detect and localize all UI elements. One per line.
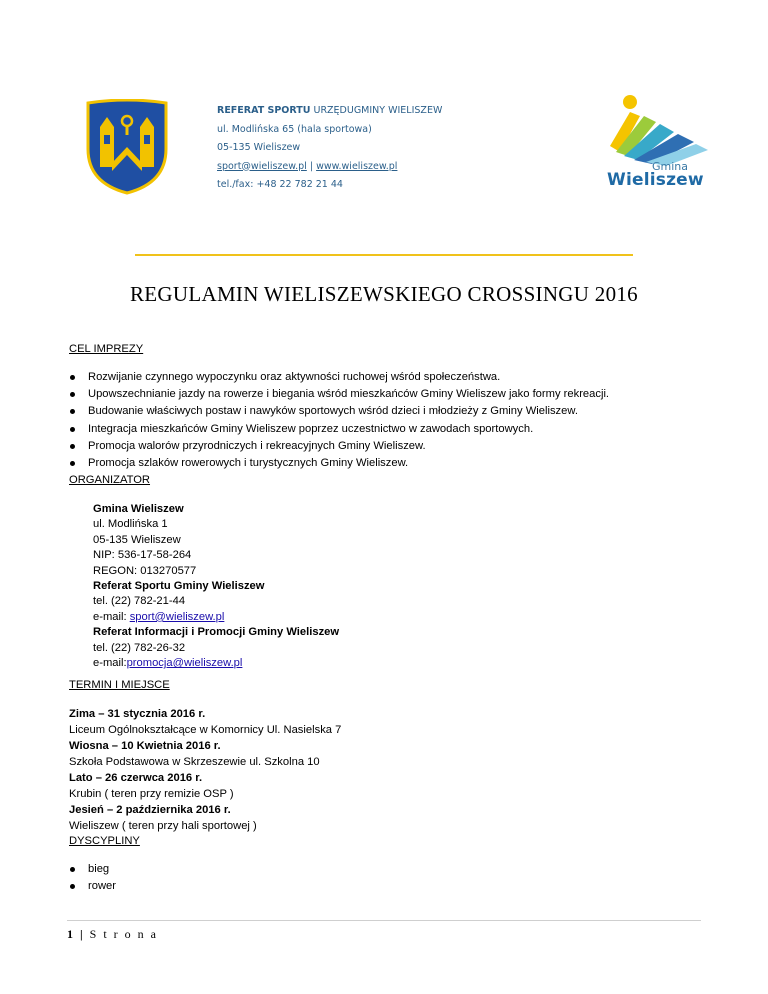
- bullet-icon: [70, 461, 75, 466]
- bullet-icon: [70, 427, 75, 432]
- section-heading-termin: TERMIN I MIEJSCE: [69, 679, 170, 691]
- section-heading-dyscypliny: DYSCYPLINY: [69, 835, 140, 847]
- schedule-place: Wieliszew ( teren przy hali sportowej ): [69, 820, 257, 832]
- section-heading-organizator: ORGANIZATOR: [69, 474, 151, 486]
- organizer-postal: 05-135 Wieliszew: [93, 533, 181, 546]
- schedule-block: [69, 706, 341, 834]
- municipal-crest-icon: [86, 99, 168, 195]
- sport-email-link[interactable]: sport@wieliszew.pl: [129, 610, 225, 623]
- organizer-regon: REGON: 013270577: [93, 564, 197, 577]
- header-website-link[interactable]: www.wieliszew.pl: [316, 160, 398, 172]
- list-item: Promocja szlaków rowerowych i turystycznych Gminy Wieliszew.: [69, 455, 609, 472]
- schedule-place: Liceum Ogólnokształcące w Komornicy Ul. Nasielska 7: [69, 724, 342, 736]
- sport-department-phone: tel. (22) 782-21-44: [93, 595, 186, 608]
- sport-department-name: Referat Sportu Gminy Wieliszew: [93, 580, 265, 593]
- page-label: S t r o n a: [89, 927, 158, 941]
- info-department-phone: tel. (22) 782-26-32: [93, 641, 186, 654]
- department-office: URZĘDUGMINY WIELISZEW: [310, 105, 443, 116]
- bullet-icon: [70, 375, 75, 380]
- schedule-date: Lato – 26 czerwca 2016 r.: [69, 772, 203, 784]
- bullet-icon: [70, 392, 75, 397]
- header-address: [217, 104, 442, 197]
- list-item: Upowszechnianie jazdy na rowerze i biegania wśród mieszkańców Gminy Wieliszew jako formy rekreacji.: [69, 386, 609, 403]
- header-phone: tel./fax: +48 22 782 21 44: [217, 179, 343, 190]
- brand-wieliszew-label: Wieliszew: [607, 170, 704, 190]
- header-email-link[interactable]: sport@wieliszew.pl: [217, 160, 307, 172]
- document-title: REGULAMIN WIELISZEWSKIEGO CROSSINGU 2016: [129, 282, 638, 306]
- schedule-date: Zima – 31 stycznia 2016 r.: [69, 708, 206, 720]
- list-item: Integracja mieszkańców Gminy Wieliszew poprzez uczestnictwo w zawodach sportowych.: [69, 421, 609, 438]
- department-name: REFERAT SPORTU: [217, 105, 311, 116]
- bullet-icon: [70, 867, 75, 872]
- list-item: bieg: [69, 861, 116, 878]
- organizer-name: Gmina Wieliszew: [93, 503, 184, 515]
- schedule-date: Jesień – 2 października 2016 r.: [69, 804, 231, 816]
- bullet-icon: [70, 444, 75, 449]
- list-item: Promocja walorów przyrodniczych i rekreacyjnych Gminy Wieliszew.: [69, 438, 609, 455]
- organizer-block: [93, 502, 339, 671]
- info-department-name: Referat Informacji i Promocji Gminy Wieliszew: [93, 626, 340, 639]
- schedule-date: Wiosna – 10 Kwietnia 2016 r.: [69, 740, 221, 752]
- bullet-icon: [70, 884, 75, 889]
- goals-list: [69, 369, 609, 472]
- section-heading-cel: CEL IMPREZY: [69, 343, 144, 355]
- bullet-icon: [70, 409, 75, 414]
- schedule-place: Szkoła Podstawowa w Skrzeszewie ul. Szkolna 10: [69, 756, 320, 768]
- disciplines-list: [69, 861, 116, 895]
- footer-divider: [67, 920, 701, 921]
- footer-separator: |: [75, 927, 90, 941]
- organizer-street: ul. Modlińska 1: [93, 518, 168, 531]
- list-item: Budowanie właściwych postaw i nawyków sportowych wśród dzieci i młodzieży z Gminy Wieliszew.: [69, 403, 609, 420]
- list-item: Rozwijanie czynnego wypoczynku oraz aktywności ruchowej wśród społeczeństwa.: [69, 369, 609, 386]
- info-email-link[interactable]: promocja@wieliszew.pl: [126, 657, 243, 670]
- sport-email-label: e-mail:: [93, 610, 130, 623]
- list-item: rower: [69, 878, 116, 895]
- header-street: ul. Modlińska 65 (hala sportowa): [217, 123, 372, 135]
- page-footer: [67, 927, 158, 942]
- header-separator: |: [306, 160, 317, 172]
- header-divider: [135, 254, 633, 256]
- header-postal: 05-135 Wieliszew: [217, 142, 301, 153]
- page-number: 1: [67, 927, 75, 941]
- brand-gmina-label: Gmina: [652, 160, 689, 173]
- schedule-place: Krubin ( teren przy remizie OSP ): [69, 788, 234, 800]
- organizer-nip: NIP: 536-17-58-264: [93, 549, 192, 562]
- info-email-label: e-mail:: [93, 657, 127, 670]
